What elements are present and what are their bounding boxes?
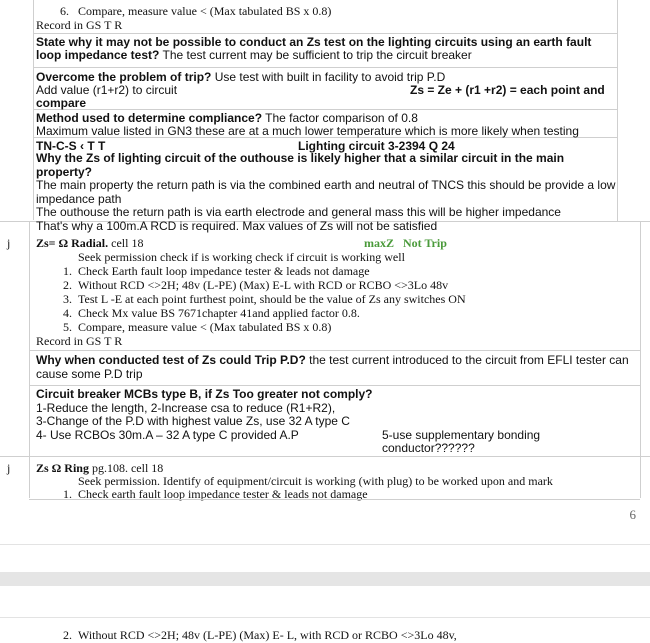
row-divider	[29, 350, 640, 351]
step-number: 4.	[63, 306, 72, 320]
step-text: Without RCD <>2H; 48v (L-PE) (Max) E- L, with RCD or RCBO <>3Lo 48v,	[78, 628, 457, 642]
radial-right-border	[640, 222, 641, 456]
list-item	[50, 264, 466, 278]
ring-seek: Seek permission. Identify of equipment/circuit is working (with plug) to be worked upon and mark	[78, 474, 553, 488]
compare-label: compare	[36, 96, 87, 110]
list-item	[50, 306, 466, 320]
mcb-option-3: 3-Change of the P.D with highest value Zs, use 32 A type C	[36, 414, 350, 428]
question-text: Method used to determine compliance?	[36, 111, 263, 125]
question-text: State why it may not be possible to conduct an Zs test on the lighting circuits using an earth fault loop impedance test?	[36, 35, 592, 62]
formula: Zs = Ze + (r1 +r2) = each point and	[410, 83, 605, 97]
bullet-ring: j	[7, 461, 11, 475]
max-not-trip	[364, 236, 447, 251]
list-item	[50, 292, 466, 306]
row-divider	[33, 109, 617, 110]
step-6	[60, 4, 331, 19]
question-lighting	[36, 36, 616, 62]
row-divider	[33, 33, 617, 34]
step-text: Compare, measure value < (Max tabulated BS x 0.8)	[78, 320, 332, 334]
radial-steps	[50, 264, 466, 334]
ring-cell: pg.108. cell 18	[91, 461, 164, 475]
return-path-text: The outhouse the return path is via earth electrode and general mass this will be higher impedance	[36, 205, 561, 219]
radial-title-main: Zs= Ω Radial.	[36, 236, 109, 250]
step-text: Check Earth fault loop impedance tester & leads not damage	[78, 264, 370, 278]
step-number: 1.	[63, 264, 72, 278]
add-value: Add value (r1+r2) to circuit	[36, 83, 178, 97]
step-number: 2.	[63, 278, 72, 292]
rcd-required-text: That's why a 100m.A RCD is required. Max values of Zs will not be satisfied	[36, 218, 438, 233]
step-text: Check earth fault loop impedance tester & leads not damage	[78, 487, 368, 501]
answer-text: The main property the return path is via the combined earth and neutral of TNCS this should be provide a low impedance path	[36, 178, 616, 206]
radial-cell: cell 18	[111, 236, 144, 250]
answer-text: The test current may be sufficient to trip the circuit breaker	[162, 48, 472, 62]
mcb-option-4: 4- Use RCBOs 30m.A – 32 A type C provided A.P	[36, 427, 299, 442]
step-text: Compare, measure value < (Max tabulated BS x 0.8)	[78, 4, 332, 18]
radial-title	[36, 236, 143, 251]
answer-text: The factor comparison of 0.8	[265, 111, 418, 125]
step-text: Check Mx value BS 7671chapter 41and applied factor 0.8.	[78, 306, 360, 320]
max-label: maxZ	[364, 236, 394, 250]
max-value-note: Maximum value listed in GN3 these are at a much lower temperature which is more likely when testing	[36, 124, 579, 138]
lighting-ref: Lighting circuit 3-2394 Q 24	[298, 139, 455, 153]
question-text: Circuit breaker MCBs type B, if Zs Too greater not comply?	[36, 387, 373, 401]
page-gap	[0, 572, 650, 586]
question-trip	[36, 354, 631, 381]
step-number: 3.	[63, 292, 72, 306]
question-text: Why when conducted test of Zs could Trip P.D?	[36, 353, 306, 367]
record-note: Record in GS T R	[36, 18, 123, 32]
page-number: 6	[629, 507, 636, 522]
bullet-radial: j	[7, 236, 11, 250]
not-trip-label: Not Trip	[403, 236, 447, 250]
ring-title-main: Zs Ω Ring	[36, 461, 89, 475]
question-text: Overcome the problem of trip?	[36, 70, 212, 84]
page-edge	[0, 544, 650, 545]
question-mcb	[36, 387, 636, 455]
ring-right-border	[640, 456, 641, 498]
question-text: Why the Zs of lighting circuit of the outhouse is likely higher that a similar circuit in the main property?	[36, 151, 565, 179]
question-overcome	[36, 70, 445, 84]
step-number: 6.	[60, 4, 69, 18]
list-item	[50, 278, 466, 292]
page-edge	[0, 617, 650, 618]
question-method	[36, 111, 418, 125]
step-number: 2.	[63, 628, 72, 642]
next-page-step-2	[50, 628, 457, 643]
row-divider	[33, 67, 617, 68]
radial-left-border	[29, 222, 30, 456]
row-divider	[29, 499, 640, 500]
answer-text: the test current introduced to the circuit from EFLI tester can cause some P.D trip	[36, 353, 629, 381]
row-divider	[29, 385, 640, 386]
mcb-option-1: 1-Reduce the length, 2-Increase csa to reduce (R1+R2),	[36, 400, 336, 415]
step-text: Without RCD <>2H; 48v (L-PE) (Max) E-L with RCD or RCBO <>3Lo 48v	[78, 278, 449, 292]
step-number: 5.	[63, 320, 72, 334]
step-text: Test L -E at each point furthest point, should be the value of Zs any switches ON	[78, 292, 466, 306]
tncs-label: TN-C-S ‹ T T	[36, 139, 106, 153]
section-divider	[0, 456, 650, 457]
seek-permission: Seek permission check if is working check if circuit is working well	[78, 250, 405, 264]
ring-left-border	[29, 456, 30, 498]
question-outhouse	[36, 152, 621, 233]
radial-record: Record in GS T R	[36, 334, 123, 348]
answer-text: Use test with built in facility to avoid trip P.D	[214, 70, 446, 84]
list-item	[50, 320, 466, 334]
mcb-option-5: 5-use supplementary bonding conductor??????	[382, 427, 541, 455]
step-number: 1.	[63, 487, 72, 501]
mcb-row-4	[36, 427, 636, 455]
